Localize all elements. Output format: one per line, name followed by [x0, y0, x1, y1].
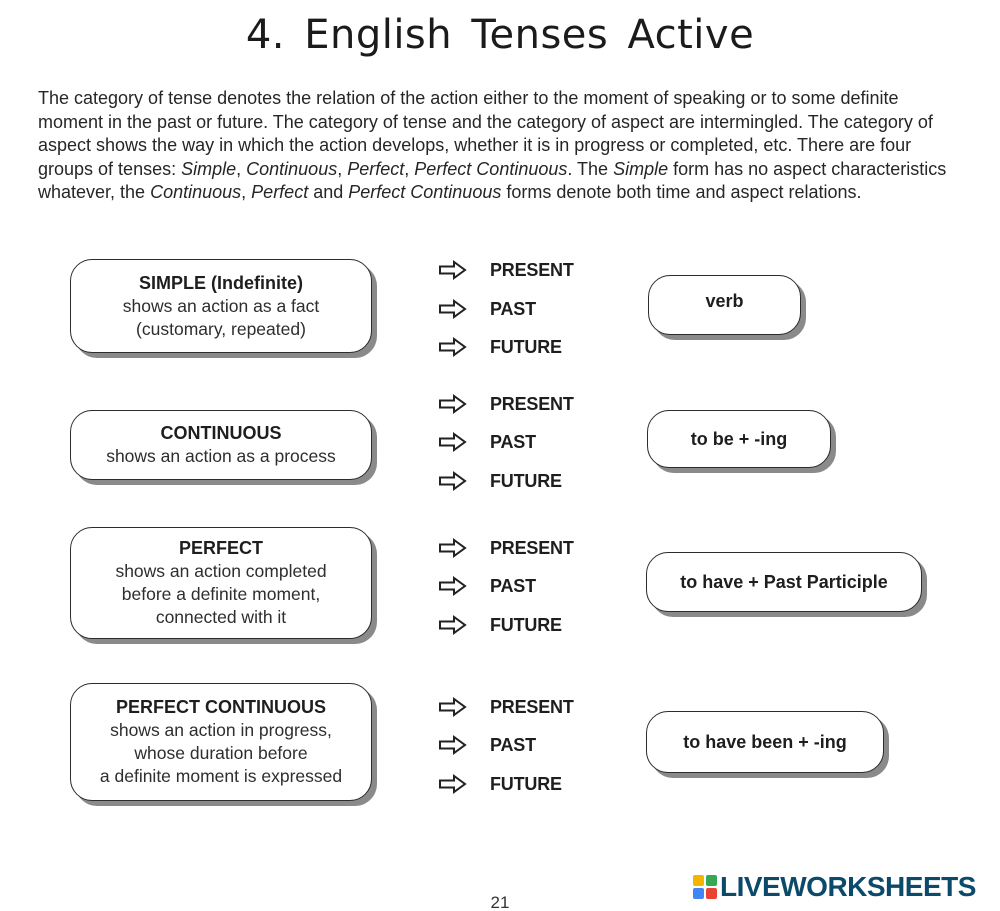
intro-paragraph: [38, 87, 968, 205]
intro-term-simple: Simple: [613, 158, 669, 179]
formula-box-perfect: to have + Past Participle: [646, 552, 922, 612]
intro-comma: ,: [241, 182, 252, 202]
tense-row-perfect-present: [438, 536, 574, 560]
hollow-right-arrow-icon: [438, 774, 468, 794]
intro-text: forms denote both time and aspect relations.: [501, 182, 862, 202]
intro-term-perfect-continuous: Perfect Continuous: [348, 182, 502, 202]
group-name: PERFECT: [178, 538, 263, 558]
tense-row-simple-past: [438, 297, 536, 321]
group-box-perfect: [70, 527, 372, 639]
brand-name: LIVEWORKSHEETS: [720, 871, 976, 902]
group-box-simple: [70, 259, 372, 353]
intro-term-perfect-continuous: Perfect Continuous: [414, 158, 568, 179]
tense-label-future: FUTURE: [490, 336, 562, 357]
hollow-right-arrow-icon: [438, 735, 468, 755]
hollow-right-arrow-icon: [438, 576, 468, 596]
tense-row-perfect-future: [438, 613, 562, 637]
page-number: 21: [490, 893, 510, 911]
intro-term-simple: Simple: [181, 158, 237, 179]
logo-tile: [693, 875, 704, 886]
hollow-right-arrow-icon: [438, 260, 468, 280]
intro-text: . The: [567, 158, 614, 179]
formula-box-simple: verb: [648, 275, 801, 335]
intro-text: The category of tense denotes the relation of the action either to the moment of speaking or to some definite moment in the past or future. The category of tense and the category of aspect are intermingled. The category of aspect shows the way in which the action develops, whether it is in progress or completed, etc. There are four groups of tenses:: [38, 88, 933, 179]
intro-text: form has no aspect characteristics whatever, the: [38, 158, 947, 202]
tense-row-continuous-past: [438, 430, 536, 454]
hollow-right-arrow-icon: [438, 538, 468, 558]
intro-comma: ,: [236, 158, 247, 179]
tense-label-past: PAST: [490, 431, 536, 452]
tense-row-continuous-present: [438, 392, 574, 416]
hollow-right-arrow-icon: [438, 337, 468, 357]
tense-row-perfect-past: [438, 574, 536, 598]
logo-tile: [693, 888, 704, 899]
tense-label-future: FUTURE: [490, 614, 562, 635]
group-name: PERFECT CONTINUOUS: [115, 697, 326, 717]
tense-row-perfect-continuous-past: [438, 733, 536, 757]
tense-label-future: FUTURE: [490, 470, 562, 491]
tense-label-past: PAST: [490, 575, 536, 596]
formula-box-perfect-continuous: to have been + -ing: [646, 711, 884, 773]
tense-row-perfect-continuous-present: [438, 695, 574, 719]
hollow-right-arrow-icon: [438, 394, 468, 414]
group-name: CONTINUOUS: [160, 423, 282, 443]
intro-term-continuous: Continuous: [150, 182, 242, 202]
intro-term-perfect: Perfect: [251, 182, 309, 202]
group-description: shows an action completed before a definite moment, connected with it: [115, 561, 327, 627]
intro-term-perfect: Perfect: [347, 158, 405, 179]
intro-comma: ,: [404, 158, 415, 179]
tense-label-future: FUTURE: [490, 773, 562, 794]
logo-tile: [706, 875, 717, 886]
group-description: shows an action as a fact (customary, repeated): [122, 295, 320, 339]
liveworksheets-logo-icon: [693, 875, 717, 899]
group-description: shows an action in progress, whose duration before a definite moment is expressed: [99, 720, 343, 786]
intro-text: and: [308, 182, 349, 202]
tense-label-present: PRESENT: [490, 393, 574, 414]
group-box-perfect-continuous: [70, 683, 372, 801]
hollow-right-arrow-icon: [438, 471, 468, 491]
tense-label-present: PRESENT: [490, 696, 574, 717]
tense-row-simple-present: [438, 258, 574, 282]
formula-box-continuous: to be + -ing: [647, 410, 831, 468]
hollow-right-arrow-icon: [438, 432, 468, 452]
group-name: SIMPLE (Indefinite): [139, 272, 303, 293]
tense-label-past: PAST: [490, 734, 536, 755]
logo-tile: [706, 888, 717, 899]
brand-logo[interactable]: [693, 872, 976, 902]
intro-term-continuous: Continuous: [246, 158, 338, 179]
tense-row-simple-future: [438, 335, 562, 359]
tense-label-present: PRESENT: [490, 259, 574, 280]
tense-row-perfect-continuous-future: [438, 772, 562, 796]
tense-label-past: PAST: [490, 298, 536, 319]
group-box-continuous: [70, 410, 372, 480]
tense-row-continuous-future: [438, 469, 562, 493]
hollow-right-arrow-icon: [438, 299, 468, 319]
hollow-right-arrow-icon: [438, 615, 468, 635]
tense-label-present: PRESENT: [490, 537, 574, 558]
group-description: shows an action as a process: [106, 446, 336, 466]
hollow-right-arrow-icon: [438, 697, 468, 717]
intro-comma: ,: [337, 158, 348, 179]
page-title: 4. English Tenses Active: [245, 12, 755, 58]
